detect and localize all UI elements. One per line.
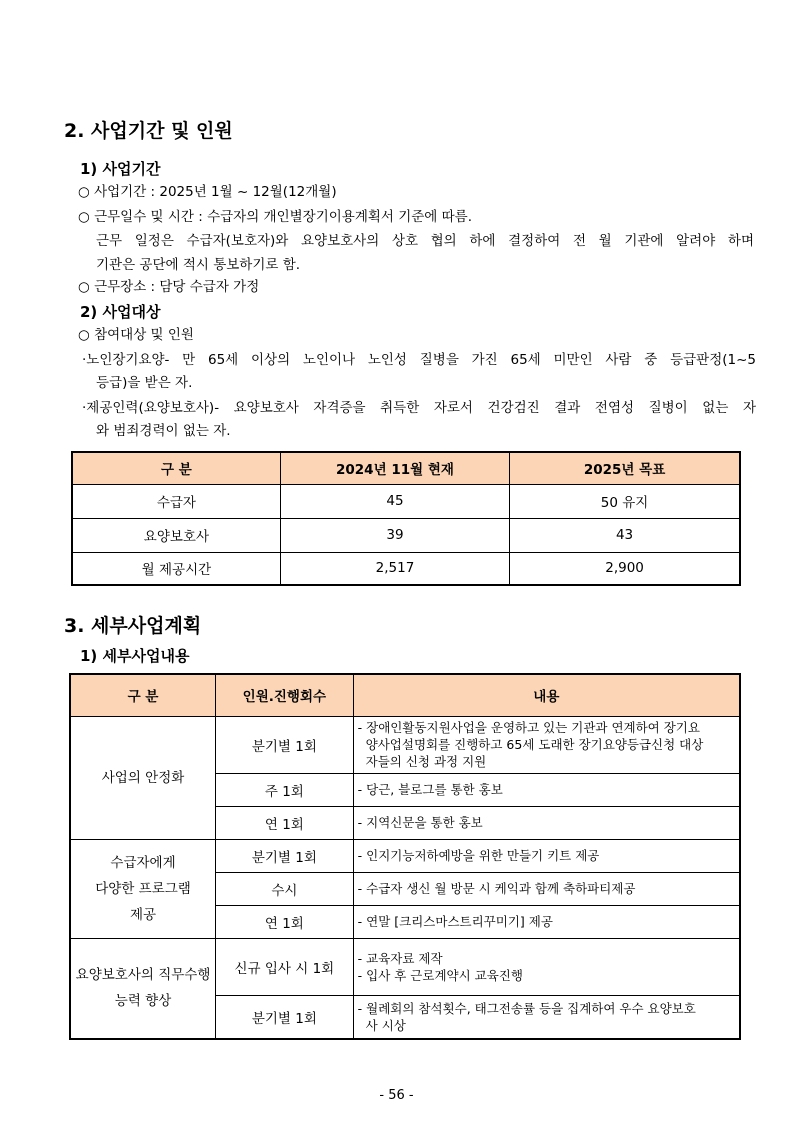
table-cell: 45	[280, 484, 509, 518]
content-cell: - 월례회의 참석횟수, 태그전송률 등을 집계하여 우수 요양보호 사 시상	[353, 995, 740, 1039]
table-header: 인원.진행회수	[216, 674, 354, 716]
count-cell: 연 1회	[216, 806, 354, 839]
table-header: 2025년 목표	[510, 452, 740, 484]
table-header: 구 분	[70, 674, 216, 716]
target-item-1-cont: 등급)을 받은 자.	[96, 375, 193, 391]
bullet-hours: ○ 근무일수 및 시간 : 수급자의 개인별장기이용계획서 기준에 따름.	[78, 209, 473, 225]
bullet-period: ○ 사업기간 : 2025년 1월 ~ 12월(12개월)	[78, 184, 337, 200]
table-row	[72, 552, 740, 585]
count-cell: 분기별 1회	[216, 839, 354, 872]
page-number: - 56 -	[379, 1088, 414, 1103]
table-cell: 50 유지	[510, 484, 740, 518]
content-cell: - 연말 [크리스마스트리꾸미기] 제공	[353, 905, 740, 938]
count-cell: 신규 입사 시 1회	[216, 938, 354, 995]
content-cell: - 인지기능저하예방을 위한 만들기 키트 제공	[353, 839, 740, 872]
count-cell: 연 1회	[216, 905, 354, 938]
count-cell: 수시	[216, 872, 354, 905]
table-cell: 수급자	[72, 484, 280, 518]
table-header: 구 분	[72, 452, 280, 484]
bullet-target: ○ 참여대상 및 인원	[78, 327, 194, 343]
count-cell: 분기별 1회	[216, 995, 354, 1039]
table-header: 2024년 11월 현재	[280, 452, 509, 484]
table-cell: 39	[280, 518, 509, 552]
subsection-title: 1) 사업기간	[80, 160, 161, 178]
content-cell: - 당근, 블로그를 통한 홍보	[353, 773, 740, 806]
bullet-hours-cont2: 기관은 공단에 적시 통보하기로 함.	[96, 257, 301, 273]
table-cell: 2,900	[510, 552, 740, 585]
bullet-location: ○ 근무장소 : 담당 수급자 가정	[78, 279, 260, 295]
table-header: 내용	[353, 674, 740, 716]
bullet-hours-cont1: 근무 일정은 수급자(보호자)와 요양보호사의 상호 협의 하에 결정하여 전 월 기관에 알려야 하며	[96, 233, 754, 249]
section-title: 2. 사업기간 및 인원	[64, 120, 233, 142]
table-row	[70, 938, 740, 995]
table-cell: 요양보호사	[72, 518, 280, 552]
table-row	[72, 518, 740, 552]
target-item-2-cont: 와 범죄경력이 없는 자.	[96, 423, 231, 439]
group-label: 사업의 안정화	[70, 716, 216, 839]
program-table	[69, 673, 741, 1040]
table-row	[70, 839, 740, 872]
group-label: 요양보호사의 직무수행 능력 향상	[70, 938, 216, 1039]
target-item-2: ·제공인력(요양보호사)- 요양보호사 자격증을 취득한 자로서 건강검진 결과 전염성 질병이 없는 자	[82, 400, 756, 416]
table-cell: 43	[510, 518, 740, 552]
table-row	[70, 716, 740, 773]
content-cell: - 교육자료 제작 - 입사 후 근로계약시 교육진행	[353, 938, 740, 995]
group-label: 수급자에게 다양한 프로그램 제공	[70, 839, 216, 938]
table-row	[72, 484, 740, 518]
target-item-1: ·노인장기요양- 만 65세 이상의 노인이나 노인성 질병을 가진 65세 미만인 사람 중 등급판정(1~5	[82, 352, 756, 368]
staffing-table	[71, 451, 741, 586]
table-cell: 2,517	[280, 552, 509, 585]
content-cell: - 수급자 생신 월 방문 시 케익과 함께 축하파티제공	[353, 872, 740, 905]
table-cell: 월 제공시간	[72, 552, 280, 585]
count-cell: 주 1회	[216, 773, 354, 806]
subsection-title: 1) 세부사업내용	[80, 647, 190, 665]
count-cell: 분기별 1회	[216, 716, 354, 773]
section-title: 3. 세부사업계획	[64, 615, 202, 637]
subsection-title: 2) 사업대상	[80, 303, 161, 321]
content-cell: - 장애인활동지원사업을 운영하고 있는 기관과 연계하여 장기요 양사업설명회를 진행하고 65세 도래한 장기요양등급신청 대상 자들의 신청 과정 지원	[353, 716, 740, 773]
content-cell: - 지역신문을 통한 홍보	[353, 806, 740, 839]
